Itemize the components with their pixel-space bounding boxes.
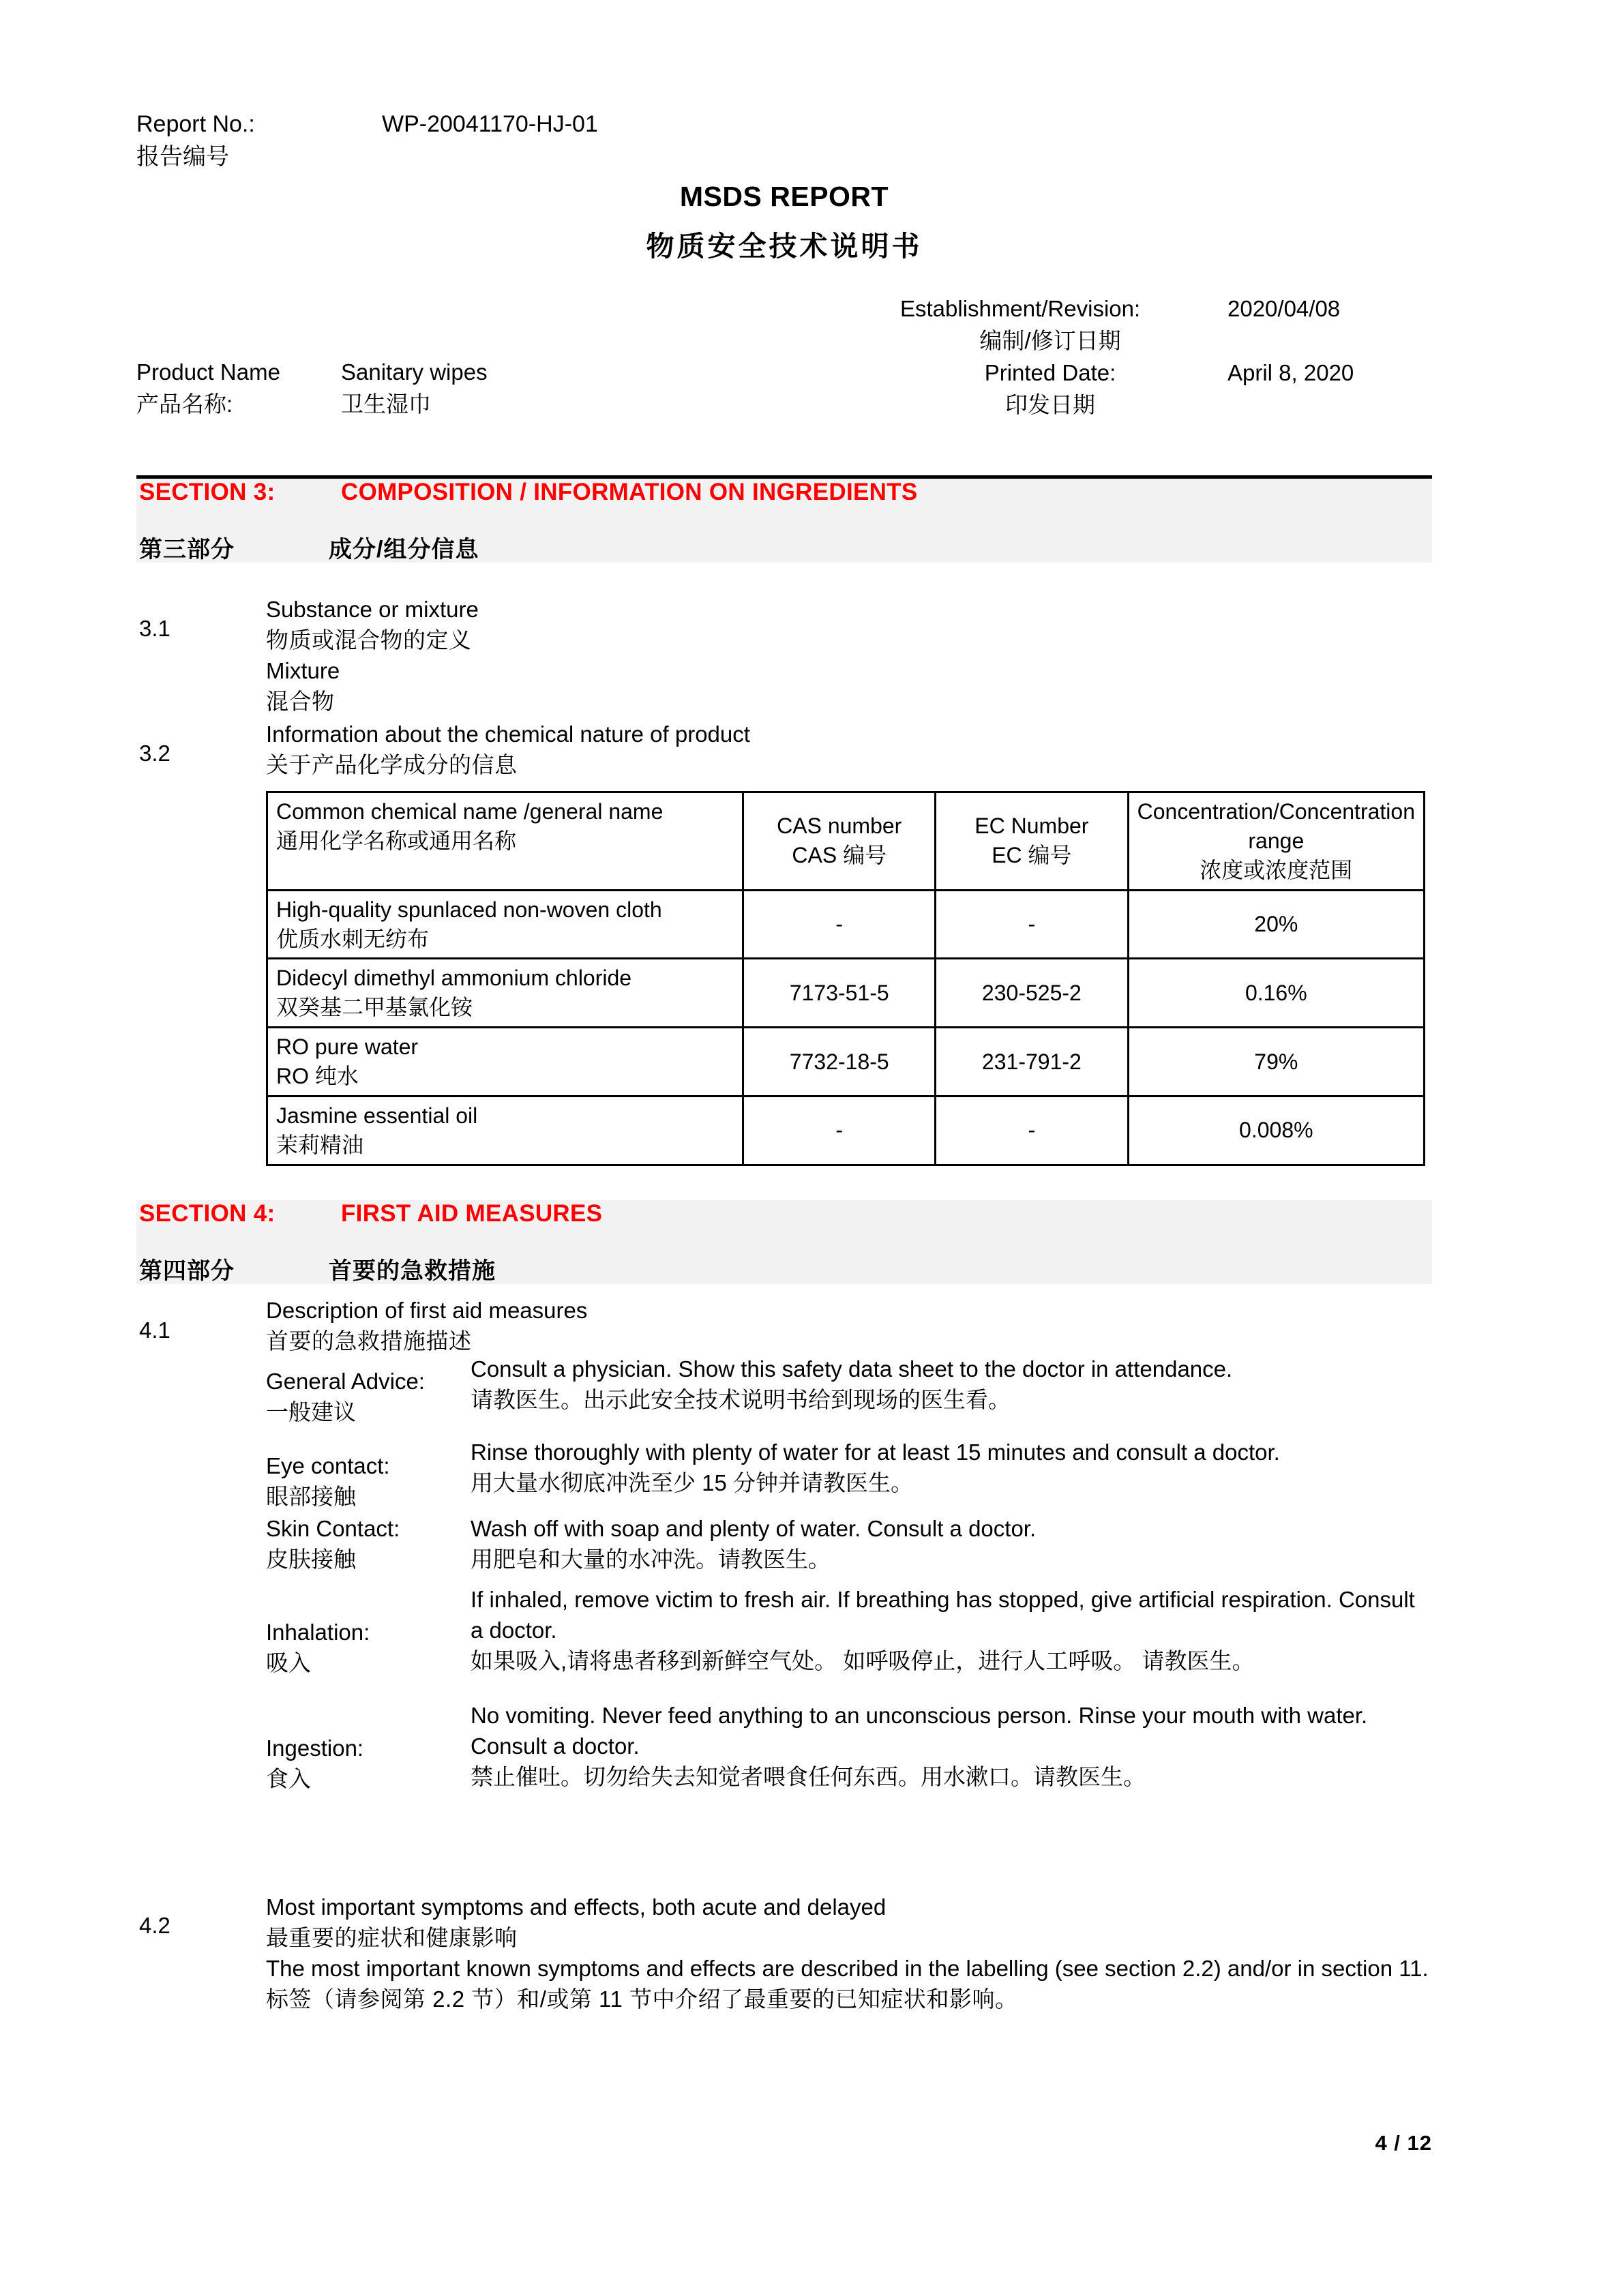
page-title-cn: 物质安全技术说明书 <box>646 230 923 262</box>
first-aid-text-ingestion-cn: 禁止催吐。切勿给失去知觉者喂食任何东西。用水漱口。请教医生。 <box>471 1763 1146 1789</box>
product-name-label-en: Product Name <box>136 359 280 385</box>
cell-cas: 7732-18-5 <box>743 1028 936 1097</box>
first-aid-text-general-advice-en: Consult a physician. Show this safety data sheet to the doctor in attendance. <box>471 1356 1233 1382</box>
section-3-heading-cn <box>136 521 1432 563</box>
column-header-cas-cn: CAS 编号 <box>792 843 887 868</box>
first-aid-text-eye-contact <box>471 1437 1432 1499</box>
cell-ec: 230-525-2 <box>936 959 1129 1028</box>
clause-4-2-heading-cn: 最重要的症状和健康影响 <box>266 1924 518 1950</box>
first-aid-text-skin-contact <box>471 1514 1432 1575</box>
report-number-label-cn: 报告编号 <box>136 144 229 170</box>
establishment-label-cn: 编制/修订日期 <box>979 328 1121 353</box>
cell-chemical-name <box>267 959 743 1028</box>
first-aid-label-general-advice-cn: 一般建议 <box>266 1399 356 1425</box>
section-3-band <box>136 479 1432 563</box>
first-aid-label-skin-contact-en: Skin Contact: <box>266 1516 400 1541</box>
cell-chemical-name-cn: 优质水刺无纺布 <box>276 926 430 951</box>
section-4-number-cn: 第四部分 <box>139 1258 235 1284</box>
section-4-band <box>136 1200 1432 1284</box>
cell-chemical-name-en: Didecyl dimethyl ammonium chloride <box>276 966 632 991</box>
document-meta-block <box>900 293 1432 421</box>
report-number-label <box>136 108 382 174</box>
column-header-chemical-name-en: Common chemical name /general name <box>276 799 664 824</box>
column-header-ec-en: EC Number <box>974 814 1089 839</box>
first-aid-row-skin-contact <box>266 1514 1432 1585</box>
clause-3-2-number: 3.2 <box>139 741 170 766</box>
ingredients-table <box>266 791 1425 1166</box>
product-name-label-cn: 产品名称: <box>136 391 233 417</box>
cell-chemical-name <box>267 1096 743 1165</box>
clause-4-2-heading-en: Most important symptoms and effects, both acute and delayed <box>266 1894 887 1920</box>
column-header-ec-cn: EC 编号 <box>992 843 1072 868</box>
page-title <box>136 181 1432 264</box>
printed-date-label-cn: 印发日期 <box>1005 392 1095 417</box>
report-number-value: WP-20041170-HJ-01 <box>382 111 598 137</box>
clause-3-1-number: 3.1 <box>139 616 170 641</box>
first-aid-text-inhalation-cn: 如果吸入,请将患者移到新鲜空气处。 如呼吸停止，进行人工呼吸。 请教医生。 <box>471 1648 1255 1673</box>
first-aid-label-eye-contact-cn: 眼部接触 <box>266 1483 356 1509</box>
table-row <box>267 1028 1425 1097</box>
column-header-concentration-cn: 浓度或浓度范围 <box>1200 857 1353 882</box>
clause-4-2-body <box>266 1892 1432 2015</box>
clause-4-2-text-en: The most important known symptoms and effects are described in the labelling (see section 2.2) and/or in section 11. <box>266 1955 1429 1981</box>
establishment-label-en: Establishment/Revision: <box>900 296 1141 321</box>
cell-chemical-name-cn: RO 纯水 <box>276 1064 359 1088</box>
cell-chemical-name <box>267 1028 743 1097</box>
cell-concentration: 20% <box>1128 890 1424 959</box>
first-aid-label-ingestion-en: Ingestion: <box>266 1735 364 1761</box>
column-header-concentration <box>1128 792 1424 891</box>
clause-4-1-number: 4.1 <box>139 1317 170 1343</box>
cell-ec: - <box>936 1096 1129 1165</box>
clause-3-1-line2-cn: 混合物 <box>266 688 335 714</box>
column-header-chemical-name <box>267 792 743 891</box>
printed-date-row-cn <box>900 389 1432 421</box>
product-name-value-en: Sanitary wipes <box>341 359 488 385</box>
section-3-title-en: COMPOSITION / INFORMATION ON INGREDIENTS <box>341 479 918 505</box>
clause-4-1-heading-cn: 首要的急救措施描述 <box>266 1328 472 1354</box>
printed-date-label-en: Printed Date: <box>984 360 1116 385</box>
first-aid-row-inhalation <box>266 1585 1432 1701</box>
first-aid-label-inhalation-cn: 吸入 <box>266 1650 311 1675</box>
clause-3-2-body <box>266 719 1221 781</box>
cell-chemical-name <box>267 890 743 959</box>
clause-3-1-line2-en: Mixture <box>266 657 340 683</box>
first-aid-label-general-advice-en: General Advice: <box>266 1369 425 1394</box>
cell-cas: 7173-51-5 <box>743 959 936 1028</box>
section-3-title-cn: 成分/组分信息 <box>329 537 479 563</box>
cell-concentration: 0.16% <box>1128 959 1424 1028</box>
section-4-title-cn: 首要的急救措施 <box>329 1258 496 1284</box>
column-header-concentration-en: Concentration/Concentration range <box>1137 799 1415 853</box>
cell-cas: - <box>743 1096 936 1165</box>
first-aid-text-skin-contact-en: Wash off with soap and plenty of water. Consult a doctor. <box>471 1516 1037 1541</box>
clause-3-1-body <box>266 595 1084 717</box>
first-aid-label-skin-contact-cn: 皮肤接触 <box>266 1546 356 1572</box>
column-header-ec <box>936 792 1129 891</box>
table-row <box>267 959 1425 1028</box>
first-aid-row-eye-contact <box>266 1437 1432 1514</box>
section-4-title-en: FIRST AID MEASURES <box>341 1200 603 1227</box>
clause-3-1-line1-en: Substance or mixture <box>266 597 479 622</box>
clause-4-2-number: 4.2 <box>139 1913 170 1938</box>
clause-3-1-line1-cn: 物质或混合物的定义 <box>266 627 472 653</box>
page-number: 4 / 12 <box>1375 2131 1432 2155</box>
cell-chemical-name-cn: 双癸基二甲基氯化铵 <box>276 995 473 1020</box>
first-aid-text-eye-contact-cn: 用大量水彻底冲洗至少 15 分钟并请教医生。 <box>471 1470 914 1495</box>
section-3-heading-en <box>136 479 1432 521</box>
column-header-cas <box>743 792 936 891</box>
first-aid-text-general-advice <box>471 1354 1432 1416</box>
first-aid-row-ingestion <box>266 1701 1432 1823</box>
cell-chemical-name-en: High-quality spunlaced non-woven cloth <box>276 897 662 922</box>
clause-3-2-line1-en: Information about the chemical nature of product <box>266 721 750 747</box>
section-3-number-en: SECTION 3: <box>139 479 276 505</box>
section-3-number-cn: 第三部分 <box>139 537 235 563</box>
printed-date-row <box>900 357 1432 389</box>
clause-4-1-heading <box>266 1296 1221 1357</box>
first-aid-measures-list <box>266 1354 1432 1823</box>
establishment-value: 2020/04/08 <box>1227 296 1341 321</box>
section-4-number-en: SECTION 4: <box>139 1200 276 1227</box>
table-row <box>267 1096 1425 1165</box>
cell-ec: - <box>936 890 1129 959</box>
first-aid-text-eye-contact-en: Rinse thoroughly with plenty of water for at least 15 minutes and consult a doctor. <box>471 1440 1280 1465</box>
cell-concentration: 0.008% <box>1128 1096 1424 1165</box>
table-header-row <box>267 792 1425 891</box>
first-aid-row-general-advice <box>266 1354 1432 1437</box>
page-title-en: MSDS REPORT <box>679 181 889 212</box>
printed-date-value: April 8, 2020 <box>1227 360 1354 385</box>
section-4-heading-en <box>136 1200 1432 1242</box>
establishment-row-cn <box>900 325 1432 357</box>
clause-3-2-line1-cn: 关于产品化学成分的信息 <box>266 751 518 777</box>
cell-cas: - <box>743 890 936 959</box>
first-aid-label-eye-contact-en: Eye contact: <box>266 1453 390 1478</box>
first-aid-text-skin-contact-cn: 用肥皂和大量的水冲洗。请教医生。 <box>471 1546 831 1572</box>
cell-chemical-name-en: RO pure water <box>276 1034 419 1060</box>
first-aid-text-inhalation-en: If inhaled, remove victim to fresh air. If breathing has stopped, give artificial respiration. Consult a doctor. <box>471 1587 1415 1643</box>
first-aid-text-inhalation <box>471 1585 1432 1677</box>
section-4-heading-cn <box>136 1242 1432 1284</box>
cell-chemical-name-en: Jasmine essential oil <box>276 1103 478 1128</box>
first-aid-text-general-advice-cn: 请教医生。出示此安全技术说明书给到现场的医生看。 <box>471 1386 1011 1412</box>
first-aid-text-ingestion <box>471 1701 1432 1793</box>
cell-concentration: 79% <box>1128 1028 1424 1097</box>
first-aid-label-ingestion-cn: 食入 <box>266 1765 311 1791</box>
column-header-chemical-name-cn: 通用化学名称或通用名称 <box>276 828 517 853</box>
product-name-value-cn: 卫生湿巾 <box>341 391 431 417</box>
first-aid-label-inhalation-en: Inhalation: <box>266 1620 370 1645</box>
clause-4-2-text-cn: 标签（请参阅第 2.2 节）和/或第 11 节中介绍了最重要的已知症状和影响。 <box>266 1986 1018 2012</box>
cell-ec: 231-791-2 <box>936 1028 1129 1097</box>
document-content-area <box>136 0 1432 2296</box>
column-header-cas-en: CAS number <box>777 814 902 839</box>
cell-chemical-name-cn: 茉莉精油 <box>276 1132 364 1157</box>
establishment-row <box>900 293 1432 325</box>
report-number-label-en: Report No.: <box>136 111 255 137</box>
clause-4-1-heading-en: Description of first aid measures <box>266 1298 588 1323</box>
table-row <box>267 890 1425 959</box>
first-aid-text-ingestion-en: No vomiting. Never feed anything to an unconscious person. Rinse your mouth with water. Consult a doctor. <box>471 1703 1368 1759</box>
